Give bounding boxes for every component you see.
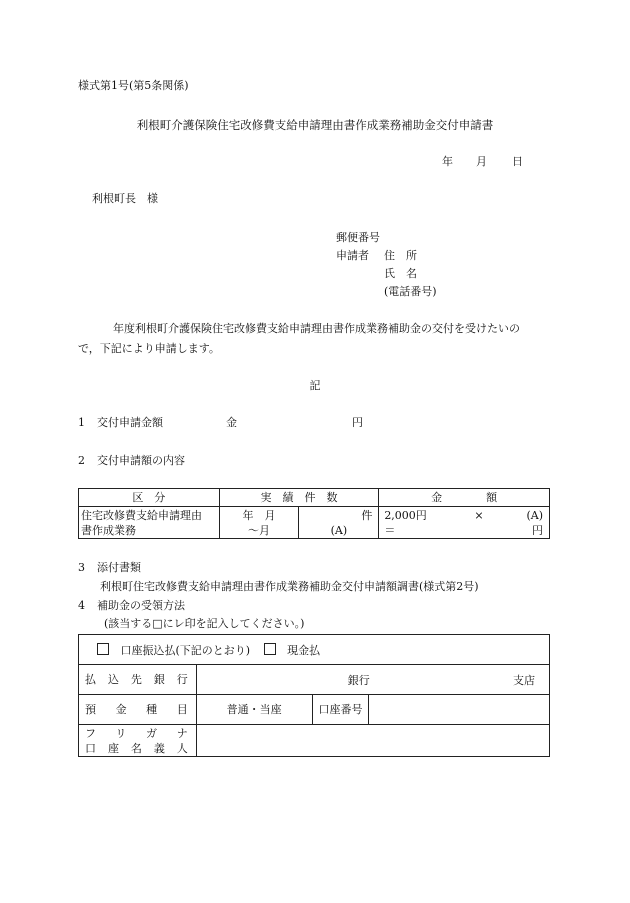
- deposit-types: 普通・当座: [226, 703, 282, 716]
- account-number-label-cell: [312, 695, 369, 725]
- item1-yen: 円: [352, 416, 363, 429]
- item1-kin: 金: [226, 416, 237, 429]
- bank-unit: 銀行: [347, 674, 370, 687]
- account-holder-label: 口座名義人: [85, 741, 188, 755]
- total-yen: 円: [532, 523, 543, 537]
- period-start: 年 月: [242, 508, 276, 522]
- form-number: 様式第1号(第5条関係): [78, 79, 189, 92]
- item2-number: 2: [78, 454, 85, 467]
- header-count: 実 績 件 数: [219, 489, 379, 507]
- cash-checkbox[interactable]: [264, 643, 276, 655]
- body-text-line2: で，下記により申請します。: [78, 342, 220, 355]
- cash-option-label: 現金払: [287, 644, 321, 657]
- item1-number: 1: [78, 416, 85, 429]
- transfer-option-label: 口座振込払(下記のとおり): [120, 644, 251, 657]
- payment-method-row: [79, 635, 550, 665]
- payment-table: [78, 634, 550, 757]
- times-sign: ×: [474, 508, 484, 522]
- holder-label-cell: [79, 725, 197, 757]
- bank-field[interactable]: [196, 665, 549, 695]
- count-cell[interactable]: [299, 507, 379, 539]
- period-end: ～月: [248, 523, 271, 537]
- period-cell[interactable]: [219, 507, 299, 539]
- bank-label-cell: [79, 665, 197, 695]
- account-holder-field[interactable]: [196, 725, 549, 757]
- item4-number: 4: [78, 599, 85, 612]
- row-category-line1: 住宅改修費支給申請理由: [81, 508, 202, 522]
- date-month: 月: [476, 155, 487, 168]
- row-category-line2: 書作成業務: [81, 523, 136, 537]
- name-label: 氏 名: [384, 267, 417, 280]
- attached-document: 利根町住宅改修費支給申請理由書作成業務補助金交付申請額調書(様式第2号): [100, 580, 479, 593]
- bank-label: 払込先銀行: [85, 673, 188, 686]
- form-title: 利根町介護保険住宅改修費支給申請理由書作成業務補助金交付申請書: [136, 118, 494, 132]
- furigana-label: フリガナ: [85, 726, 188, 740]
- ki-heading: 記: [309, 379, 321, 392]
- header-category: 区 分: [79, 489, 220, 507]
- date-day: 日: [512, 155, 523, 168]
- row-category: [79, 507, 220, 539]
- transfer-checkbox[interactable]: [97, 643, 109, 655]
- count-unit: 件: [361, 508, 373, 522]
- amount-mark: (A): [526, 508, 543, 522]
- date-year: 年: [442, 155, 453, 168]
- item2-label: 交付申請額の内容: [97, 454, 185, 467]
- item1-label: 交付申請金額: [97, 416, 163, 429]
- branch-unit: 支店: [513, 674, 535, 687]
- account-number-field[interactable]: [369, 695, 550, 725]
- equals-sign: ＝: [384, 523, 396, 537]
- deposit-type-field[interactable]: [196, 695, 312, 725]
- account-number-label: 口座番号: [318, 703, 363, 716]
- applicant-label: 申請者: [336, 249, 369, 262]
- item4-label: 補助金の受領方法: [97, 599, 185, 612]
- phone-label: (電話番号): [384, 285, 437, 298]
- addressee: 利根町長 様: [92, 192, 158, 205]
- body-text-line1: 年度利根町介護保険住宅改修費支給申請理由書作成業務補助金の交付を受けたいの: [113, 322, 520, 335]
- deposit-label-cell: [79, 695, 197, 725]
- item4-note: (該当する□にレ印を記入してください。): [104, 617, 305, 630]
- item3-number: 3: [78, 561, 85, 574]
- count-mark: (A): [330, 523, 348, 537]
- content-table: [78, 488, 550, 539]
- item3-label: 添付書類: [97, 561, 141, 574]
- amount-cell[interactable]: [379, 507, 550, 539]
- header-amount: 金 額: [379, 489, 550, 507]
- unit-amount: 2,000円: [384, 508, 427, 522]
- deposit-type-label: 預金種目: [85, 703, 188, 716]
- postal-code-label: 郵便番号: [336, 231, 380, 244]
- address-label: 住 所: [384, 249, 417, 262]
